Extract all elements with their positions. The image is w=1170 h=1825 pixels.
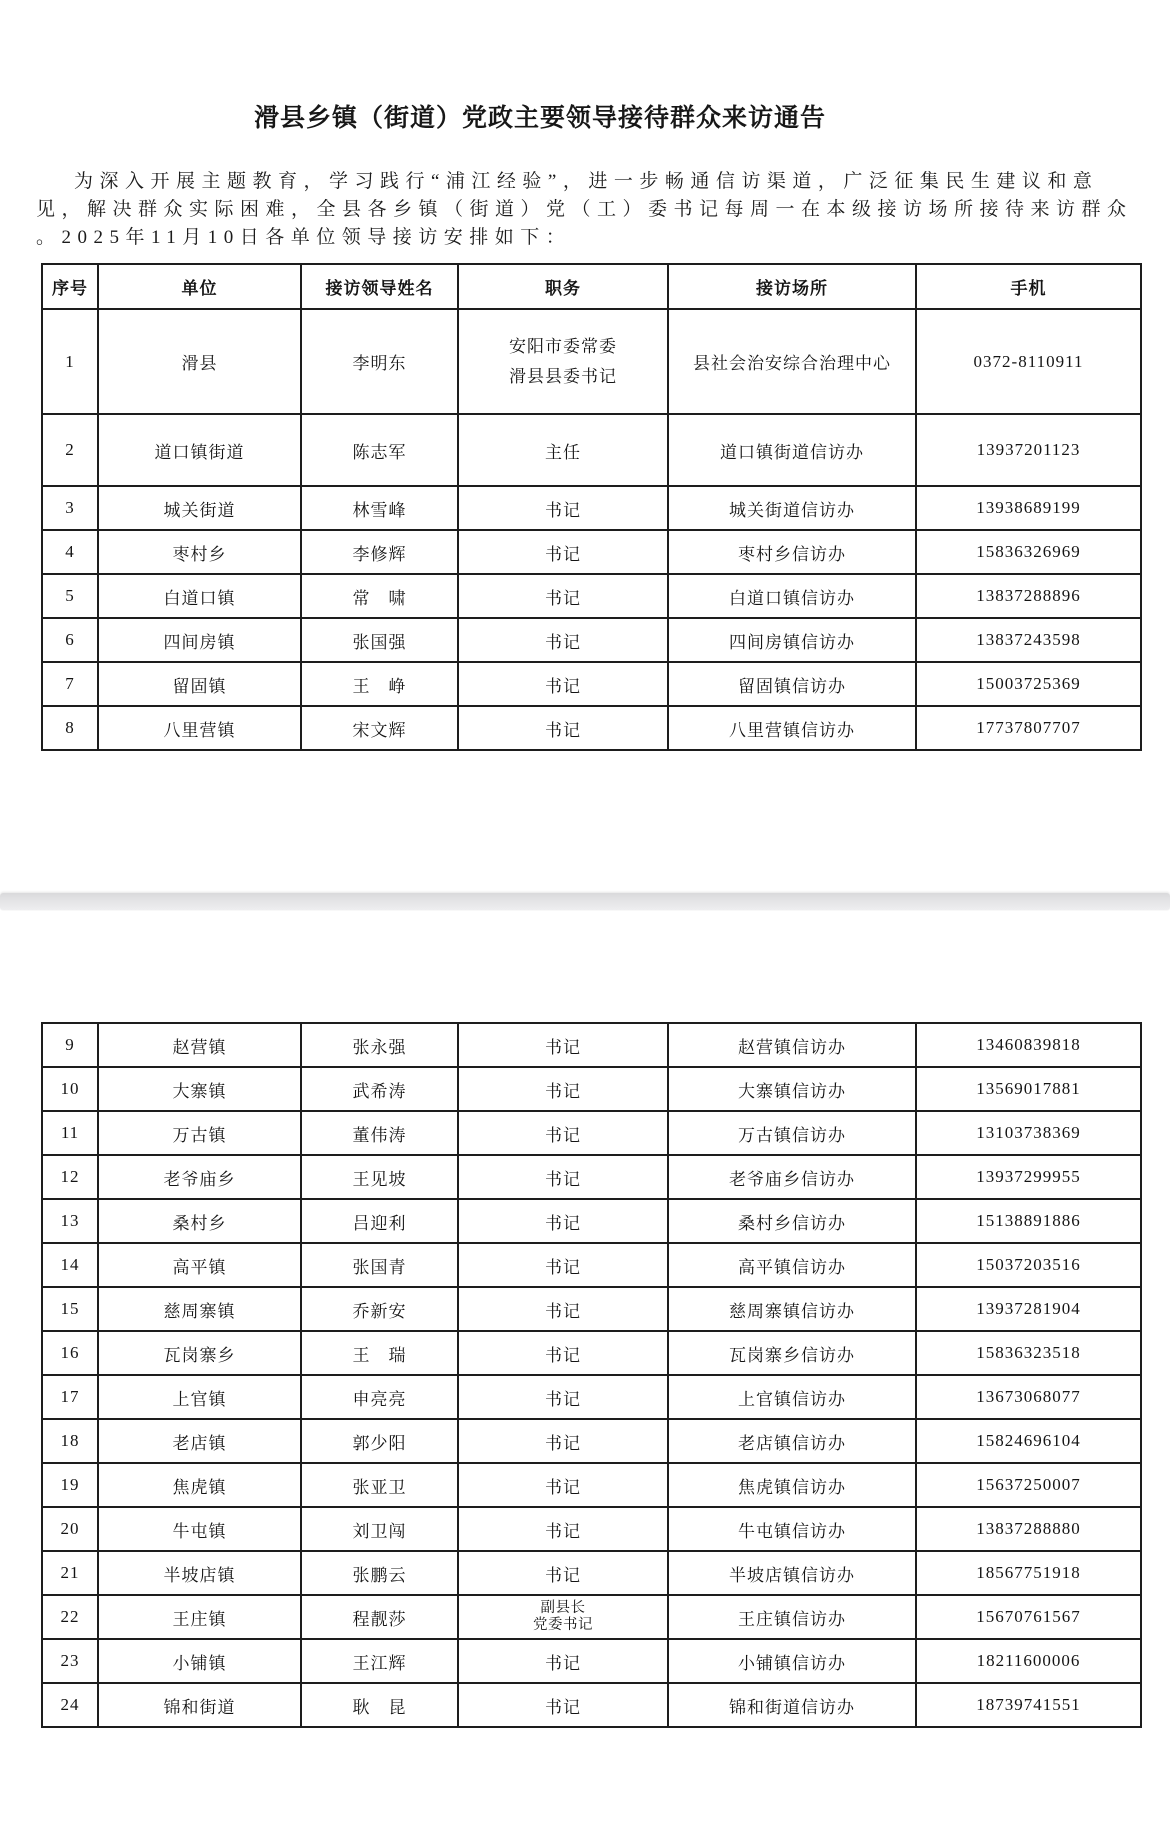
cell-phone: 13837243598: [916, 618, 1141, 662]
cell-position: 书记: [458, 1199, 668, 1243]
cell-leader-name: 刘卫闯: [301, 1507, 458, 1551]
cell-venue: 焦虎镇信访办: [668, 1463, 916, 1507]
cell-serial: 21: [42, 1551, 98, 1595]
schedule-table-page2: [41, 1022, 1142, 1728]
cell-unit: 锦和街道: [98, 1683, 301, 1727]
cell-unit: 王庄镇: [98, 1595, 301, 1639]
cell-position: 书记: [458, 1111, 668, 1155]
cell-leader-name: 王江辉: [301, 1639, 458, 1683]
cell-venue: 慈周寨镇信访办: [668, 1287, 916, 1331]
cell-venue: 牛屯镇信访办: [668, 1507, 916, 1551]
cell-serial: 15: [42, 1287, 98, 1331]
cell-unit: 瓦岗寨乡: [98, 1331, 301, 1375]
cell-serial: 16: [42, 1331, 98, 1375]
cell-unit: 牛屯镇: [98, 1507, 301, 1551]
cell-phone: 15836323518: [916, 1331, 1141, 1375]
cell-position: 书记: [458, 1639, 668, 1683]
cell-unit: 桑村乡: [98, 1199, 301, 1243]
table-row: [42, 1551, 1141, 1595]
cell-unit: 万古镇: [98, 1111, 301, 1155]
cell-venue: 老爷庙乡信访办: [668, 1155, 916, 1199]
cell-phone: 15037203516: [916, 1243, 1141, 1287]
cell-leader-name: 乔新安: [301, 1287, 458, 1331]
cell-unit: 城关街道: [98, 486, 301, 530]
cell-phone: 18211600006: [916, 1639, 1141, 1683]
header-leader-name: 接访领导姓名: [301, 264, 458, 309]
cell-venue: 瓦岗寨乡信访办: [668, 1331, 916, 1375]
table-row: [42, 1375, 1141, 1419]
cell-position: 书记: [458, 618, 668, 662]
cell-phone: 13103738369: [916, 1111, 1141, 1155]
intro-line: 为深入开展主题教育，学习践行“浦江经验”，进一步畅通信访渠道，广泛征集民生建议和意: [74, 171, 1099, 192]
cell-serial: 17: [42, 1375, 98, 1419]
cell-leader-name: 申亮亮: [301, 1375, 458, 1419]
schedule-table-page1: [41, 263, 1142, 751]
cell-leader-name: 耿 昆: [301, 1683, 458, 1727]
cell-venue: 大寨镇信访办: [668, 1067, 916, 1111]
cell-leader-name: 李修辉: [301, 530, 458, 574]
document-title: 滑县乡镇（街道）党政主要领导接待群众来访通告: [253, 104, 826, 132]
cell-leader-name: 王 峥: [301, 662, 458, 706]
cell-position: 书记: [458, 706, 668, 750]
table-row: [42, 1243, 1141, 1287]
cell-venue: 桑村乡信访办: [668, 1199, 916, 1243]
cell-unit: 四间房镇: [98, 618, 301, 662]
cell-leader-name: 王 瑞: [301, 1331, 458, 1375]
table-row: [42, 1111, 1141, 1155]
cell-position: 书记: [458, 574, 668, 618]
cell-serial: 11: [42, 1111, 98, 1155]
cell-serial: 19: [42, 1463, 98, 1507]
table-row: [42, 1463, 1141, 1507]
cell-serial: 22: [42, 1595, 98, 1639]
cell-position: 书记: [458, 1243, 668, 1287]
cell-leader-name: 吕迎利: [301, 1199, 458, 1243]
table-row: [42, 1155, 1141, 1199]
cell-serial: 6: [42, 618, 98, 662]
cell-serial: 13: [42, 1199, 98, 1243]
cell-position: 书记: [458, 1507, 668, 1551]
cell-leader-name: 宋文辉: [301, 706, 458, 750]
cell-position: 书记: [458, 1023, 668, 1067]
cell-position: 书记: [458, 1375, 668, 1419]
cell-phone: 13937201123: [916, 414, 1141, 486]
table-row: [42, 662, 1141, 706]
table-row: [42, 1023, 1141, 1067]
cell-venue: 赵营镇信访办: [668, 1023, 916, 1067]
cell-unit: 老爷庙乡: [98, 1155, 301, 1199]
table-row: [42, 1199, 1141, 1243]
cell-serial: 12: [42, 1155, 98, 1199]
cell-phone: 18567751918: [916, 1551, 1141, 1595]
cell-leader-name: 李明东: [301, 309, 458, 414]
cell-unit: 大寨镇: [98, 1067, 301, 1111]
cell-venue: 白道口镇信访办: [668, 574, 916, 618]
cell-serial: 23: [42, 1639, 98, 1683]
header-position: 职务: [458, 264, 668, 309]
cell-position: 书记: [458, 1155, 668, 1199]
cell-position: 安阳市委常委 滑县县委书记: [458, 309, 668, 414]
table-row: [42, 1639, 1141, 1683]
cell-unit: 老店镇: [98, 1419, 301, 1463]
cell-unit: 道口镇街道: [98, 414, 301, 486]
intro-line: 。2025年11月10日各单位领导接访安排如下：: [36, 227, 572, 248]
cell-position: 主任: [458, 414, 668, 486]
cell-phone: 13673068077: [916, 1375, 1141, 1419]
cell-leader-name: 武希涛: [301, 1067, 458, 1111]
cell-unit: 白道口镇: [98, 574, 301, 618]
cell-phone: 13837288880: [916, 1507, 1141, 1551]
table-row: [42, 414, 1141, 486]
cell-leader-name: 郭少阳: [301, 1419, 458, 1463]
cell-venue: 四间房镇信访办: [668, 618, 916, 662]
table-header-row: [42, 264, 1141, 309]
cell-leader-name: 程靓莎: [301, 1595, 458, 1639]
cell-serial: 24: [42, 1683, 98, 1727]
cell-phone: 13937281904: [916, 1287, 1141, 1331]
cell-serial: 4: [42, 530, 98, 574]
header-serial: 序号: [42, 264, 98, 309]
cell-phone: 15138891886: [916, 1199, 1141, 1243]
cell-position: 副县长 党委书记: [458, 1595, 668, 1639]
cell-phone: 15824696104: [916, 1419, 1141, 1463]
cell-unit: 半坡店镇: [98, 1551, 301, 1595]
cell-unit: 上官镇: [98, 1375, 301, 1419]
cell-leader-name: 王见坡: [301, 1155, 458, 1199]
table-row: [42, 1287, 1141, 1331]
cell-position: 书记: [458, 662, 668, 706]
cell-phone: 13938689199: [916, 486, 1141, 530]
cell-position: 书记: [458, 1683, 668, 1727]
table-row: [42, 706, 1141, 750]
cell-venue: 万古镇信访办: [668, 1111, 916, 1155]
cell-phone: 17737807707: [916, 706, 1141, 750]
header-unit: 单位: [98, 264, 301, 309]
table-row: [42, 486, 1141, 530]
cell-unit: 枣村乡: [98, 530, 301, 574]
cell-serial: 7: [42, 662, 98, 706]
cell-serial: 2: [42, 414, 98, 486]
cell-serial: 3: [42, 486, 98, 530]
cell-phone: 15670761567: [916, 1595, 1141, 1639]
cell-leader-name: 张国青: [301, 1243, 458, 1287]
cell-serial: 14: [42, 1243, 98, 1287]
cell-venue: 上官镇信访办: [668, 1375, 916, 1419]
cell-position: 书记: [458, 1067, 668, 1111]
cell-unit: 赵营镇: [98, 1023, 301, 1067]
cell-unit: 留固镇: [98, 662, 301, 706]
cell-leader-name: 陈志军: [301, 414, 458, 486]
cell-position: 书记: [458, 1551, 668, 1595]
cell-unit: 八里营镇: [98, 706, 301, 750]
intro-line: 见，解决群众实际困难，全县各乡镇（街道）党（工）委书记每周一在本级接访场所接待来访群众: [36, 199, 1133, 220]
cell-venue: 半坡店镇信访办: [668, 1551, 916, 1595]
cell-position: 书记: [458, 1419, 668, 1463]
cell-leader-name: 林雪峰: [301, 486, 458, 530]
header-phone: 手机: [916, 264, 1141, 309]
cell-unit: 小铺镇: [98, 1639, 301, 1683]
cell-phone: 15003725369: [916, 662, 1141, 706]
table-row: [42, 309, 1141, 414]
cell-serial: 18: [42, 1419, 98, 1463]
cell-venue: 道口镇街道信访办: [668, 414, 916, 486]
cell-position: 书记: [458, 1463, 668, 1507]
cell-phone: 18739741551: [916, 1683, 1141, 1727]
cell-unit: 滑县: [98, 309, 301, 414]
page-separator: [0, 893, 1170, 910]
cell-leader-name: 张鹏云: [301, 1551, 458, 1595]
cell-leader-name: 常 啸: [301, 574, 458, 618]
cell-venue: 小铺镇信访办: [668, 1639, 916, 1683]
cell-position: 书记: [458, 1287, 668, 1331]
table-row: [42, 1683, 1141, 1727]
table-row: [42, 1067, 1141, 1111]
cell-phone: 15637250007: [916, 1463, 1141, 1507]
cell-phone: 0372-8110911: [916, 309, 1141, 414]
intro-paragraph: [36, 168, 1138, 252]
cell-venue: 县社会治安综合治理中心: [668, 309, 916, 414]
cell-venue: 城关街道信访办: [668, 486, 916, 530]
cell-serial: 5: [42, 574, 98, 618]
cell-leader-name: 董伟涛: [301, 1111, 458, 1155]
cell-unit: 焦虎镇: [98, 1463, 301, 1507]
cell-venue: 八里营镇信访办: [668, 706, 916, 750]
cell-phone: 13460839818: [916, 1023, 1141, 1067]
cell-leader-name: 张国强: [301, 618, 458, 662]
cell-position: 书记: [458, 486, 668, 530]
cell-position: 书记: [458, 1331, 668, 1375]
cell-serial: 10: [42, 1067, 98, 1111]
cell-phone: 13937299955: [916, 1155, 1141, 1199]
cell-phone: 13569017881: [916, 1067, 1141, 1111]
cell-venue: 锦和街道信访办: [668, 1683, 916, 1727]
cell-phone: 13837288896: [916, 574, 1141, 618]
cell-serial: 1: [42, 309, 98, 414]
table-row: [42, 530, 1141, 574]
table-row: [42, 1331, 1141, 1375]
cell-leader-name: 张亚卫: [301, 1463, 458, 1507]
cell-venue: 高平镇信访办: [668, 1243, 916, 1287]
cell-position: 书记: [458, 530, 668, 574]
cell-venue: 老店镇信访办: [668, 1419, 916, 1463]
table-row: [42, 618, 1141, 662]
table-row: [42, 1507, 1141, 1551]
cell-venue: 留固镇信访办: [668, 662, 916, 706]
table-row: [42, 1595, 1141, 1639]
cell-serial: 9: [42, 1023, 98, 1067]
cell-venue: 王庄镇信访办: [668, 1595, 916, 1639]
cell-unit: 高平镇: [98, 1243, 301, 1287]
cell-phone: 15836326969: [916, 530, 1141, 574]
table-row: [42, 1419, 1141, 1463]
cell-unit: 慈周寨镇: [98, 1287, 301, 1331]
table-row: [42, 574, 1141, 618]
cell-leader-name: 张永强: [301, 1023, 458, 1067]
cell-venue: 枣村乡信访办: [668, 530, 916, 574]
cell-serial: 8: [42, 706, 98, 750]
cell-serial: 20: [42, 1507, 98, 1551]
header-venue: 接访场所: [668, 264, 916, 309]
